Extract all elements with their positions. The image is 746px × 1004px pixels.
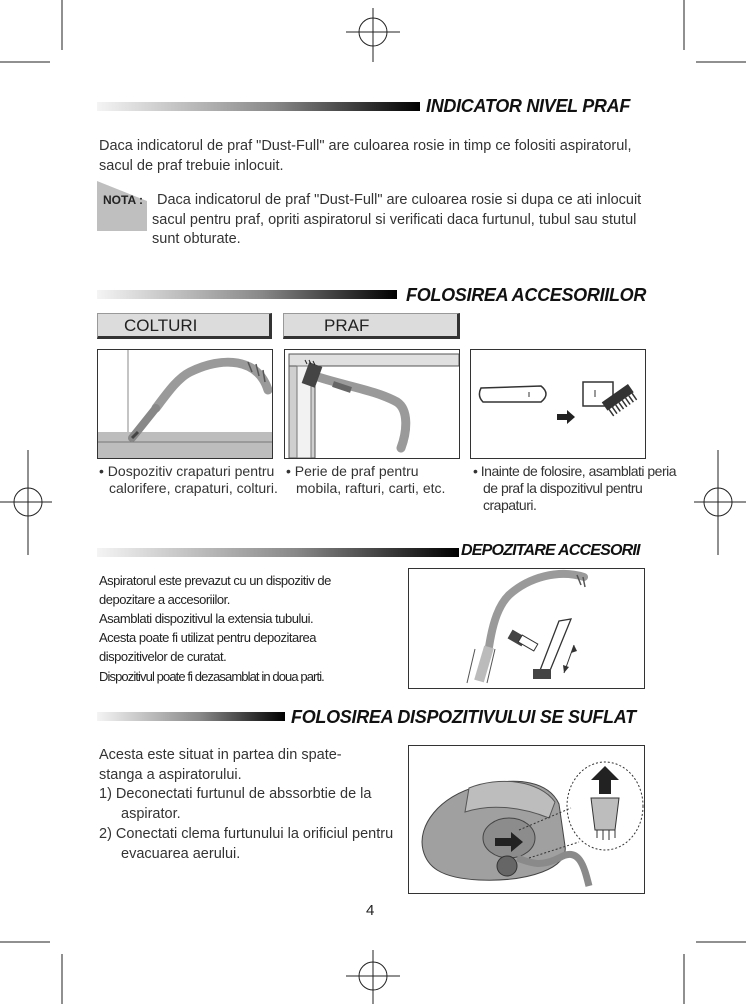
illustration-storage-holder [408,568,645,689]
illustration-dust-brush [284,349,460,459]
illustration-crevice-tool [97,349,273,459]
suflat-step-2: 2) Conectati clema furtunului la orificiul pentru evacuarea aerului. [99,826,394,862]
depozitare-line: dispozitivelor de curatat. [99,649,227,664]
caption-crevice: • Dospozitiv crapaturi pentru calorifere, crapaturi, colturi. [99,463,278,496]
nota-text: Daca indicatorul de praf "Dust-Full" are culoarea rosie si dupa ce ati inlocuit sacul pentru praf, opriti aspiratorul si verificati daca furtunul, tubul sau stutul sunt obturate. [152,192,642,247]
depozitare-line: Acesta poate fi utilizat pentru depozitarea [99,630,316,645]
suflat-intro: Acesta este situat in partea din spate-stanga a aspiratorului. [99,747,342,783]
caption-brush: • Perie de praf pentru mobila, rafturi, carti, etc. [286,463,446,496]
section-title-accesorii: FOLOSIREA ACCESORIILOR [406,285,647,305]
illustration-assemble-brush [470,349,646,459]
illustration-blower-vacuum [408,745,645,894]
page-number: 4 [366,902,375,919]
section-title-indicator: INDICATOR NIVEL PRAF [426,96,631,116]
section-bar [97,712,285,721]
depozitare-line: Dispozitivul poate fi dezasamblat in doua parti. [99,669,324,684]
section-bar [97,290,397,299]
section-title-depozitare: DEPOZITARE ACCESORII [461,542,640,559]
indicator-text: Daca indicatorul de praf "Dust-Full" are culoarea rosie in timp ce folositi aspiratorul, sacul de praf trebuie inlocuit. [99,138,632,174]
depozitare-line: depozitare a accesoriilor. [99,592,230,607]
depozitare-line: Aspiratorul este prevazut cu un dispozitiv de [99,573,331,588]
section-title-suflat: FOLOSIREA DISPOZITIVULUI SE SUFLAT [291,707,636,727]
tab-praf: PRAF [283,313,460,339]
caption-assemble: • Inainte de folosire, asamblati peria de praf la dispozitivul pentru crapaturi. [473,463,677,513]
depozitare-line: Asamblati dispozitivul la extensia tubului. [99,611,314,626]
section-bar [97,548,459,557]
nota-label: NOTA : [103,193,143,207]
suflat-step-1: 1) Deconectati furtunul de abssorbtie de la aspirator. [99,786,372,822]
tab-colturi: COLTURI [97,313,272,339]
section-bar [97,102,420,111]
